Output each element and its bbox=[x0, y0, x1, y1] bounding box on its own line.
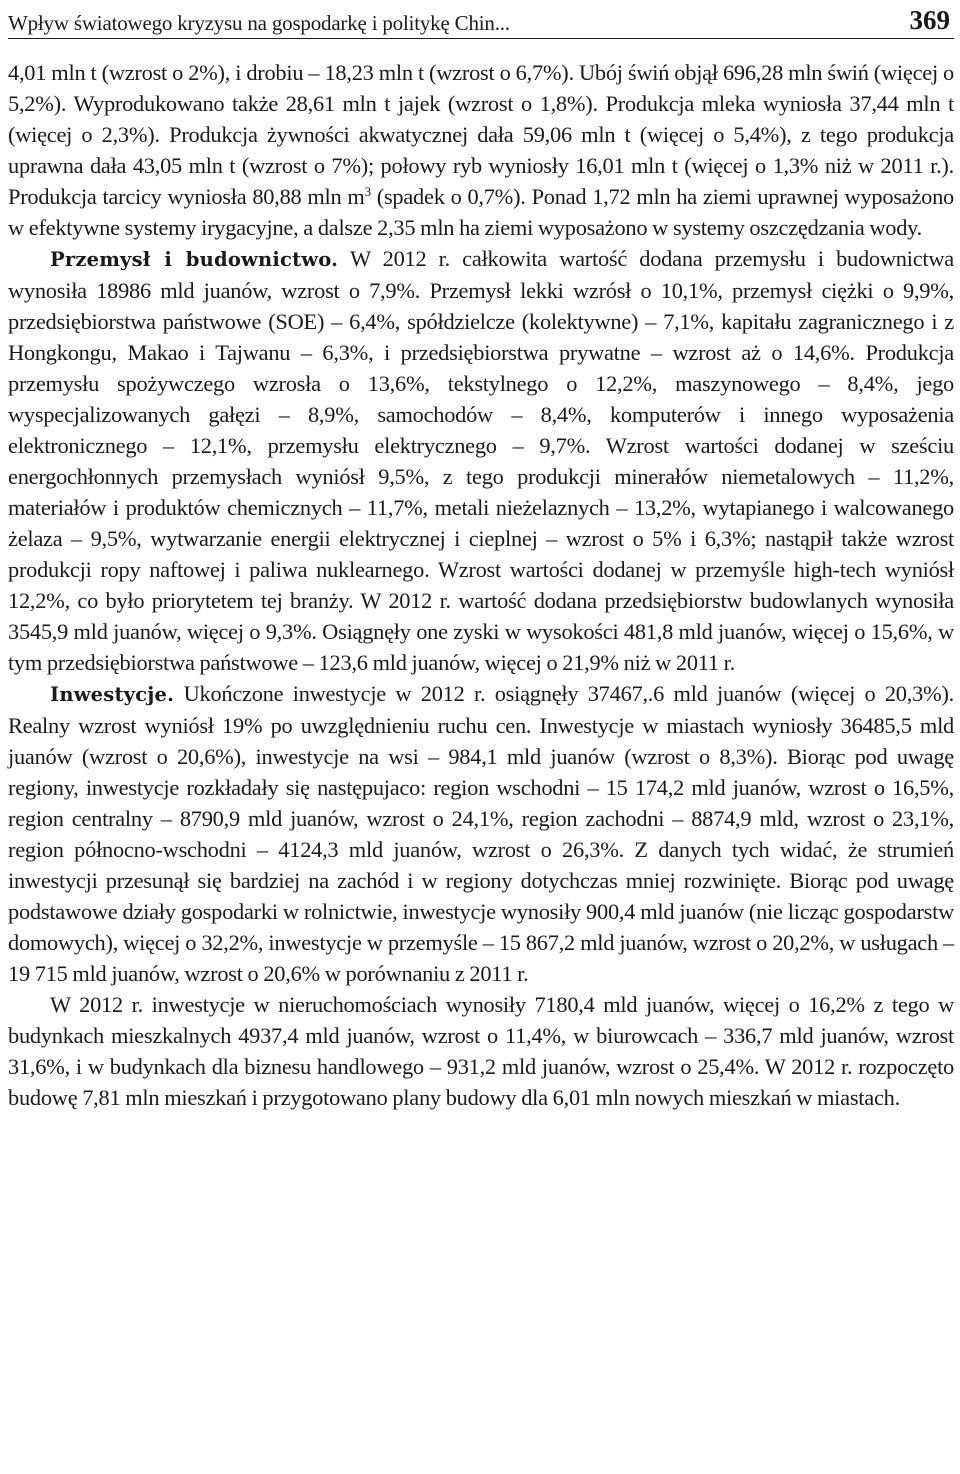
running-header bbox=[8, 0, 954, 39]
paragraph-text: Ukończone inwestycje w 2012 r. osiągnęły 37467,.6 mld juanów (więcej o 20,3%). Realny wzrost wyniósł 19% po uwzględnieniu ruchu cen. Inwestycje w miastach wyniosły 36485,5 mld juanów (wzrost o 20,6%), inwestycje na wsi – 984,1 mld juanów (wzrost o 8,3%). Biorąc pod uwagę regiony, inwestycje rozkładały się następujaco: region wschodni – 15 174,2 mld juanów, wzrost o 16,5%, region centralny – 8790,9 mld juanów, wzrost o 24,1%, region zachodni – 8874,9 mld, wzrost o 23,1%, region północno-wschodni – 4124,3 mld juanów, wzrost o 26,3%. Z danych tych widać, że strumień inwestycji przesunął się bardziej na zachód i w regiony dotychczas mniej rozwinięte. Biorąc pod uwagę podstawowe działy gospodarki w rolnictwie, inwestycje wynosiły 900,4 mld juanów (nie licząc gospodarstw domowych), więcej o 32,2%, inwestycje w przemyśle – 15 867,2 mld juanów, wzrost o 20,2%, w usługach – 19 715 mld juanów, wzrost o 20,6% w porównaniu z 2011 r. bbox=[8, 681, 954, 986]
paragraph-agriculture bbox=[8, 57, 954, 243]
page-number: 369 bbox=[909, 5, 950, 35]
section-heading-investment: Inwestycje. bbox=[50, 683, 175, 706]
body-text bbox=[8, 57, 954, 1113]
running-title: Wpływ światowego kryzysu na gospodarkę i politykę Chin... bbox=[8, 11, 510, 35]
paragraph-text: W 2012 r. inwestycje w nieruchomościach wynosiły 7180,4 mld juanów, więcej o 16,2% z tego w budynkach mieszkalnych 4937,4 mld juanów, wzrost o 11,4%, w biurowcach – 336,7 mld juanów, wzrost 31,6%, i w budynkach dla biznesu handlowego – 931,2 mld juanów, wzrost o 25,4%. W 2012 r. rozpoczęto budowę 7,81 mln mieszkań i przygotowano plany budowy dla 6,01 mln nowych mieszkań w miastach. bbox=[8, 992, 954, 1110]
section-heading-industry: Przemysł i budownictwo. bbox=[50, 248, 339, 271]
superscript-cubic: 3 bbox=[364, 184, 371, 199]
paragraph-text: 4,01 mln t (wzrost o 2%), i drobiu – 18,23 mln t (wzrost o 6,7%). Ubój świń objął 696,28 mln świń (więcej o 5,2%). Wyprodukowano także 28,61 mln t jajek (wzrost o 1,8%). Produkcja mleka wyniosła 37,44 mln t (więcej o 2,3%). Produkcja żywności akwatycznej dała 59,06 mln t (więcej o 5,4%), z tego produkcja uprawna dała 43,05 mln t (wzrost o 7%); połowy ryb wyniosły 16,01 mln t (więcej o 1,3% niż w 2011 r.). Produkcja tarcicy wyniosła 80,88 mln m bbox=[8, 60, 954, 209]
paragraph-text: W 2012 r. całkowita wartość dodana przemysłu i budownictwa wynosiła 18986 mld juanów, wzrost o 7,9%. Przemysł lekki wzrósł o 10,1%, przemysł ciężki o 9,9%, przedsiębiorstwa państwowe (SOE) – 6,4%, spółdzielcze (kolektywne) – 7,1%, kapitału zagranicznego i z Hongkongu, Makao i Tajwanu – 6,3%, i przedsiębiorstwa prywatne – wzrost aż o 14,6%. Produkcja przemysłu spożywczego wzrosła o 13,6%, tekstylnego o 12,2%, maszynowego – 8,4%, jego wyspecjalizowanych gałęzi – 8,9%, samochodów – 8,4%, komputerów i innego wyposażenia elektronicznego – 12,1%, przemysłu elektrycznego – 9,7%. Wzrost wartości dodanej w sześciu energochłonnych przemysłach wyniósł 9,5%, z tego produkcji minerałów niemetalowych – 11,2%, materiałów i produktów chemicznych – 11,7%, metali nieżelaznych – 13,2%, wytapianego i walcowanego żelaza – 9,5%, wytwarzanie energii elektrycznej i cieplnej – wzrost o 5% i 6,3%; nastąpił także wzrost produkcji ropy naftowej i paliwa nuklearnego. Wzrost wartości dodanej w przemyśle high-tech wyniósł 12,2%, co było priorytetem tej branży. W 2012 r. wartość dodana przedsiębiorstw budowlanych wynosiła 3545,9 mld juanów, więcej o 9,3%. Osiągnęły one zyski w wysokości 481,8 mld juanów, więcej o 15,6%, w tym przedsiębiorstwa państwowe – 123,6 mld juanów, więcej o 21,9% niż w 2011 r. bbox=[8, 246, 954, 675]
paragraph-text: (spadek o 0,7%). Ponad 1,72 mln ha ziemi uprawnej wyposażono w efektywne systemy irygacyjne, a dalsze 2,35 mln ha ziemi wyposażono w systemy oszczędzania wody. bbox=[8, 184, 954, 240]
paragraph-industry bbox=[8, 243, 954, 678]
paragraph-investment bbox=[8, 678, 954, 989]
paragraph-real-estate bbox=[8, 989, 954, 1113]
